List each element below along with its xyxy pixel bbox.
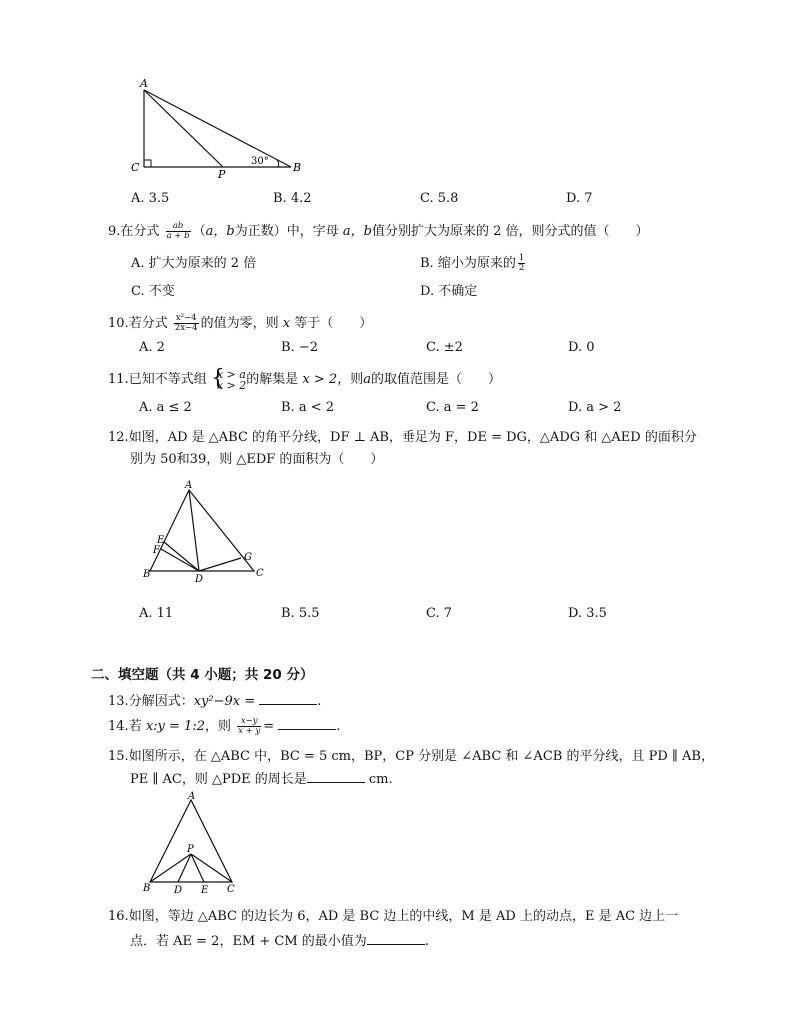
q11-inequality-system: { x > a x > 2	[210, 365, 247, 392]
q12-option-c: C. 7	[426, 606, 453, 621]
question-15-line1: 15.如图所示，在 △ABC 中，BC = 5 cm，BP，CP 分别是 ∠ABC 和 ∠ACB 的平分线，且 PD ∥ AB，	[108, 749, 714, 764]
label-B: B	[143, 569, 151, 580]
q16-number: 16.	[108, 909, 129, 924]
label-F: F	[153, 545, 160, 556]
question-16-line1: 16.如图，等边 △ABC 的边长为 6，AD 是 BC 边上的中线，M 是 AD 上的动点，E 是 AC 边上一	[108, 909, 679, 924]
q8-option-a: A. 3.5	[131, 191, 170, 206]
question-11: 11.已知不等式组 { x > a x > 2 的解集是 x > 2，则a的取值范围是（ ）	[108, 365, 501, 392]
q10-option-c: C. ±2	[426, 340, 463, 355]
q10-fraction: $\frac{\text{x²−4}}{2x-4}$	[174, 313, 198, 333]
figure-right-triangle-q8	[126, 74, 316, 180]
label-E: E	[157, 535, 165, 546]
label-E: E	[201, 885, 209, 896]
label-G: G	[244, 552, 252, 563]
label-A: A	[188, 791, 196, 802]
q9-option-a: A. 扩大为原来的 2 倍	[131, 256, 257, 271]
q15-answer-blank	[307, 771, 365, 783]
q12-number: 12.	[108, 430, 129, 445]
q12-option-d: D. 3.5	[568, 606, 607, 621]
q12-option-b: B. 5.5	[281, 606, 320, 621]
q9-half-fraction: $\frac{1}{2}$	[518, 253, 525, 273]
q9-option-d: D. 不确定	[420, 284, 478, 299]
question-15-line2: PE ∥ AC，则 △PDE 的周长是 cm.	[130, 772, 393, 787]
q10-option-b: B. −2	[281, 340, 318, 355]
label-D: D	[195, 574, 204, 585]
q11-option-d: D. a > 2	[568, 400, 622, 415]
q8-option-d: D. 7	[566, 191, 593, 206]
section-heading-fill-in: 二、填空题（共 4 小题；共 20 分）	[91, 667, 314, 683]
label-D: D	[174, 885, 183, 896]
q16-answer-blank	[367, 933, 425, 945]
question-13: 13.分解因式：xy²−9x = .	[108, 694, 322, 709]
label-A: A	[140, 77, 148, 90]
figure-triangle-q12	[140, 478, 270, 586]
q12-option-a: A. 11	[139, 606, 174, 621]
q13-number: 13.	[108, 694, 129, 709]
q13-answer-blank	[259, 693, 317, 705]
q9-option-b: B. 缩小为原来的 $\frac{1}{2}$	[420, 253, 525, 273]
label-C: C	[227, 884, 235, 895]
question-12-line1: 12.如图，AD 是 △ABC 的角平分线，DF ⊥ AB，垂足为 F，DE = DG，△ADG 和 △AED 的面积分	[108, 430, 697, 445]
question-9: 9.在分式 $\frac{ab}{a + b}$ （a，b为正数）中，字母 a，b值分别扩大为原来的 2 倍，则分式的值（ ）	[108, 221, 649, 241]
label-P: P	[218, 168, 226, 180]
q8-option-b: B. 4.2	[273, 191, 312, 206]
question-12-line2: 别为 50和39，则 △EDF 的面积为（ ）	[130, 452, 384, 467]
figure-triangle-q15	[138, 790, 246, 898]
question-14: 14.若 x:y = 1:2，则 $\frac{x-y}{x + y}$ = .	[108, 716, 341, 736]
q10-option-a: A. 2	[139, 340, 165, 355]
question-16-line2: 点．若 AE = 2，EM + CM 的最小值为 .	[130, 934, 429, 949]
label-C: C	[131, 161, 140, 174]
q11-option-a: A. a ≤ 2	[139, 400, 192, 415]
label-P: P	[187, 844, 194, 855]
q11-option-b: B. a < 2	[281, 400, 334, 415]
q10-number: 10.	[108, 316, 129, 331]
q9-number: 9.	[108, 224, 121, 239]
q15-number: 15.	[108, 749, 129, 764]
label-B: B	[293, 161, 302, 174]
q14-number: 14.	[108, 719, 129, 734]
q11-option-c: C. a = 2	[426, 400, 479, 415]
q8-option-c: C. 5.8	[420, 191, 459, 206]
label-B: B	[143, 883, 151, 894]
label-A: A	[185, 480, 193, 491]
q14-fraction: $\frac{x-y}{x + y}$	[238, 716, 261, 736]
q11-number: 11.	[108, 372, 129, 387]
q9-option-c: C. 不变	[131, 284, 175, 299]
q10-option-d: D. 0	[568, 340, 595, 355]
q14-answer-blank	[278, 718, 336, 730]
label-C: C	[256, 568, 264, 579]
question-10: 10.若分式 $\frac{\text{x²−4}}{2x-4}$ 的值为零，则 x 等于（ ）	[108, 313, 373, 333]
q9-fraction: $\frac{ab}{a + b}$	[166, 221, 190, 241]
label-angle: 30°	[251, 156, 269, 167]
